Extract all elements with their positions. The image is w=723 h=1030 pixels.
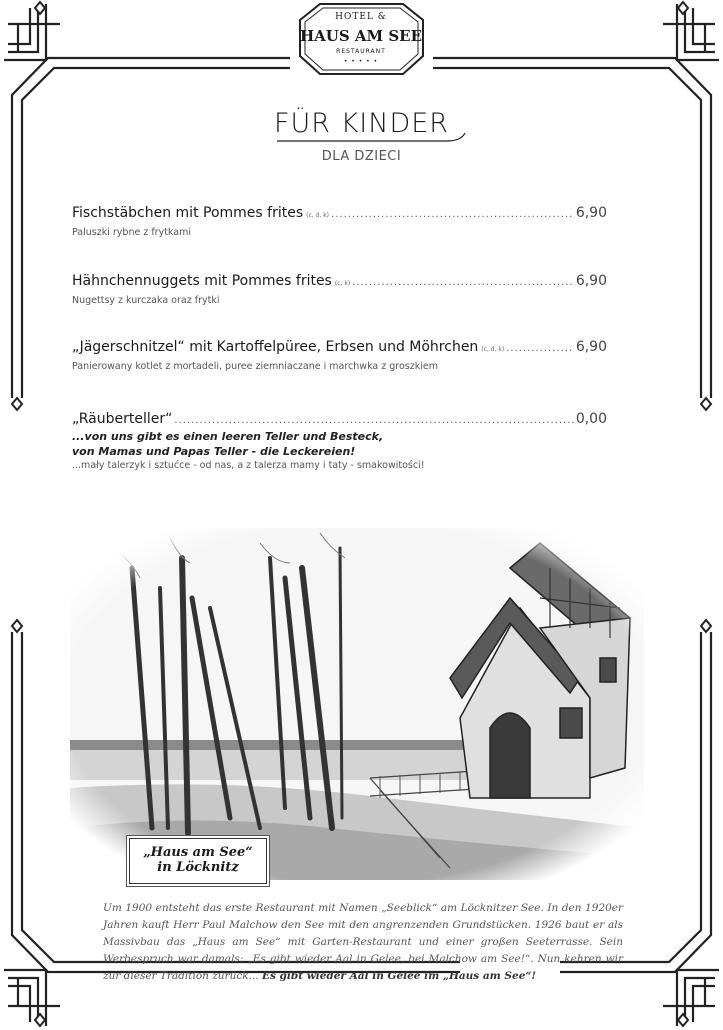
menu-item-allergens: (c, d, k) xyxy=(306,212,330,219)
menu-item-note-line-2: von Mamas und Papas Teller - die Leckereien! xyxy=(72,445,356,458)
menu-item-description: Panierowany kotlet z mortadeli, puree ziemniaczane i marchwka z groszkiem xyxy=(72,361,438,372)
history-emphasis: Es gibt wieder Aal in Gelee im „Haus am See“! xyxy=(261,970,537,982)
restaurant-logo xyxy=(299,6,423,76)
menu-item-name: Hähnchennuggets mit Pommes frites xyxy=(72,273,332,289)
logo-hotel-text: HOTEL & xyxy=(335,12,387,22)
menu-item-description: Paluszki rybne z frytkami xyxy=(72,227,191,238)
history-paragraph xyxy=(103,900,623,985)
menu-item-price: 6,90 xyxy=(575,273,607,289)
logo-brand-name: HAUS AM SEE xyxy=(299,27,423,45)
menu-item-name: „Räuberteller“ xyxy=(72,411,173,427)
menu-item-description: Nugettsy z kurczaka oraz frytki xyxy=(72,295,220,306)
dot-leader xyxy=(506,343,574,354)
menu-item-name: Fischstäbchen mit Pommes frites xyxy=(72,205,304,221)
dot-leader xyxy=(352,277,574,288)
dot-leader xyxy=(331,209,574,220)
restaurant-sketch-image xyxy=(70,528,644,880)
menu-item xyxy=(72,205,607,238)
history-text: Um 1900 entsteht das erste Restaurant mit Namen „Seeblick“ am Löcknitzer See. In den 1920er Jahren kauft Herr Paul Malchow den See mit den angrenzenden Grundstücken. 1926 baut er als Massivbau das „Haus am See“ mit Garten-Restaurant und einer großen Seeterrasse. Sein Werbespruch war damals: „Es gibt wieder Aal in Gelee, bei Malchow am See!“. Nun kehren wir zur dieser Tradition zurück... xyxy=(103,902,623,982)
image-caption-label xyxy=(129,838,267,884)
menu-item xyxy=(72,411,607,471)
section-title: FÜR KINDER xyxy=(273,108,450,139)
menu-item xyxy=(72,273,607,306)
menu-item-allergens: (c, d, k) xyxy=(481,346,505,353)
logo-restaurant-text: RESTAURANT xyxy=(336,48,386,55)
image-caption-line-1: „Haus am See“ xyxy=(143,845,253,860)
section-subtitle: DLA DZIECI xyxy=(321,149,402,164)
menu-item-name: „Jägerschnitzel“ mit Kartoffelpüree, Erbsen und Möhrchen xyxy=(72,339,479,355)
menu-item xyxy=(72,339,607,372)
menu-item-allergens: (c, k) xyxy=(334,280,351,287)
menu-item-note-line-1: ...von uns gibt es einen leeren Teller und Besteck, xyxy=(72,430,384,443)
logo-dots: • • • • • xyxy=(343,58,379,65)
menu-item-price: 6,90 xyxy=(575,339,607,355)
dot-leader xyxy=(174,415,573,426)
menu-item-description: ...mały talerzyk i sztućce - od nas, a z talerza mamy i taty - smakowitości! xyxy=(72,460,425,471)
menu-item-price: 6,90 xyxy=(575,205,607,221)
menu-item-price: 0,00 xyxy=(575,411,607,427)
image-caption-line-2: in Löcknitz xyxy=(157,860,239,875)
